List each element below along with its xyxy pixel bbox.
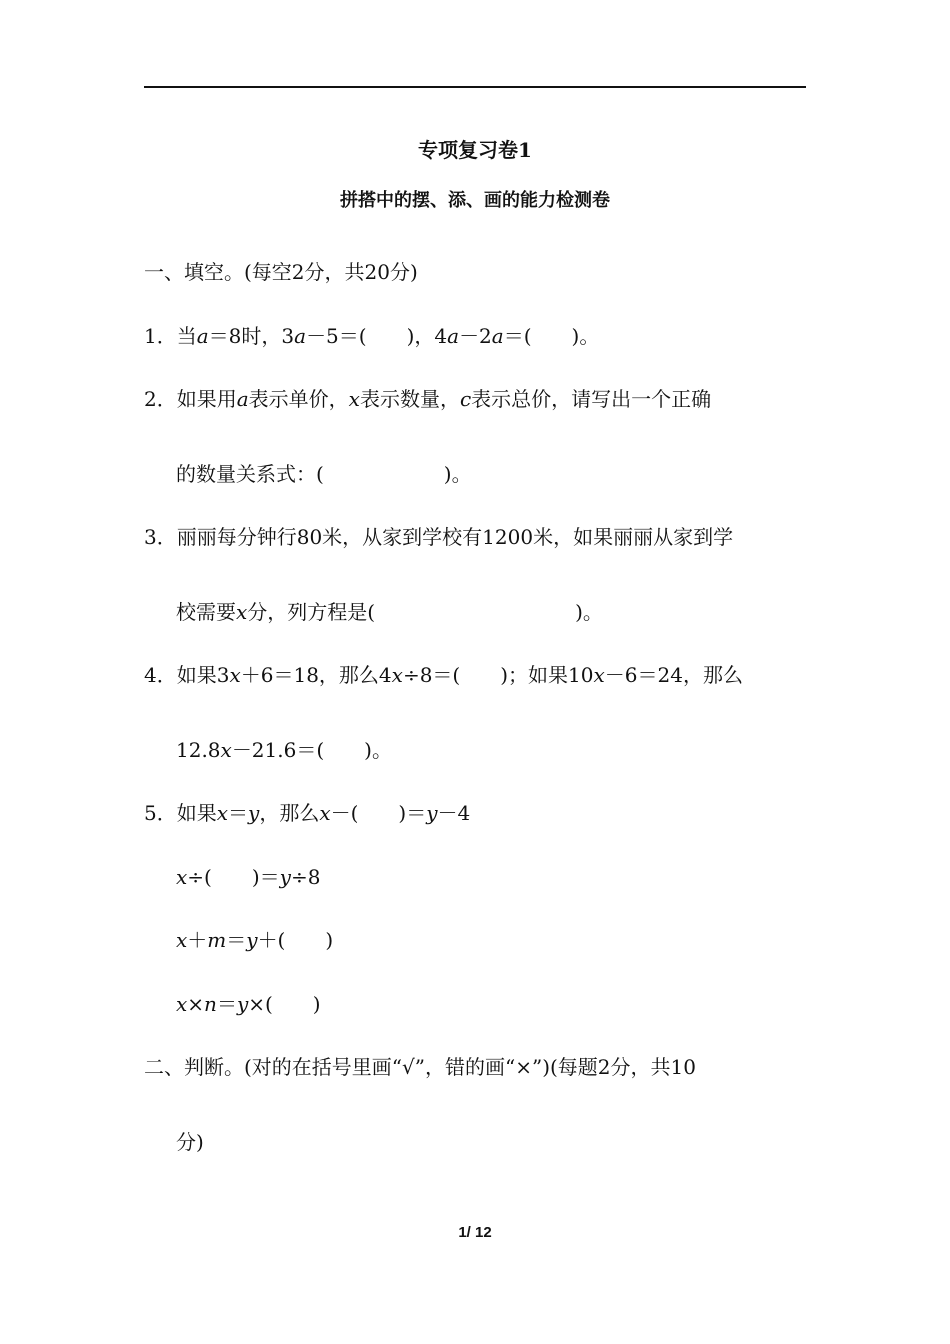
- question-5-line-4: x×n＝y×( ): [176, 992, 321, 1016]
- question-5-line-2: x÷( )＝y÷8: [176, 865, 321, 889]
- question-1: 1．当a＝8时，3a－5＝( )，4a－2a＝( )。: [144, 324, 600, 348]
- question-2: 2．如果用a表示单价，x表示数量，c表示总价，请写出一个正确: [144, 387, 712, 411]
- section-two-heading-continued: 分): [176, 1130, 204, 1154]
- question-5: 5．如果x＝y，那么x－( )＝y－4: [144, 801, 471, 825]
- question-5-line-3: x＋m＝y＋( ): [176, 928, 334, 952]
- section-two-heading: 二、判断。(对的在括号里画“√”，错的画“×”)(每题2分，共10: [144, 1055, 696, 1079]
- top-rule: [144, 86, 806, 88]
- page-title: 专项复习卷1: [418, 138, 532, 162]
- page-subtitle: 拼搭中的摆、添、画的能力检测卷: [340, 190, 610, 211]
- section-one-heading: 一、填空。(每空2分，共20分): [144, 260, 418, 284]
- question-4: 4．如果3x＋6＝18，那么4x÷8＝( )；如果10x－6＝24，那么: [144, 663, 743, 687]
- question-2-continued: 的数量关系式：( )。: [176, 462, 472, 486]
- page-number: 1/ 12: [458, 1224, 492, 1241]
- question-3: 3．丽丽每分钟行80米，从家到学校有1200米，如果丽丽从家到学: [144, 525, 734, 549]
- question-3-continued: 校需要x分，列方程是( )。: [176, 600, 603, 624]
- question-4-continued: 12.8x－21.6＝( )。: [176, 738, 392, 762]
